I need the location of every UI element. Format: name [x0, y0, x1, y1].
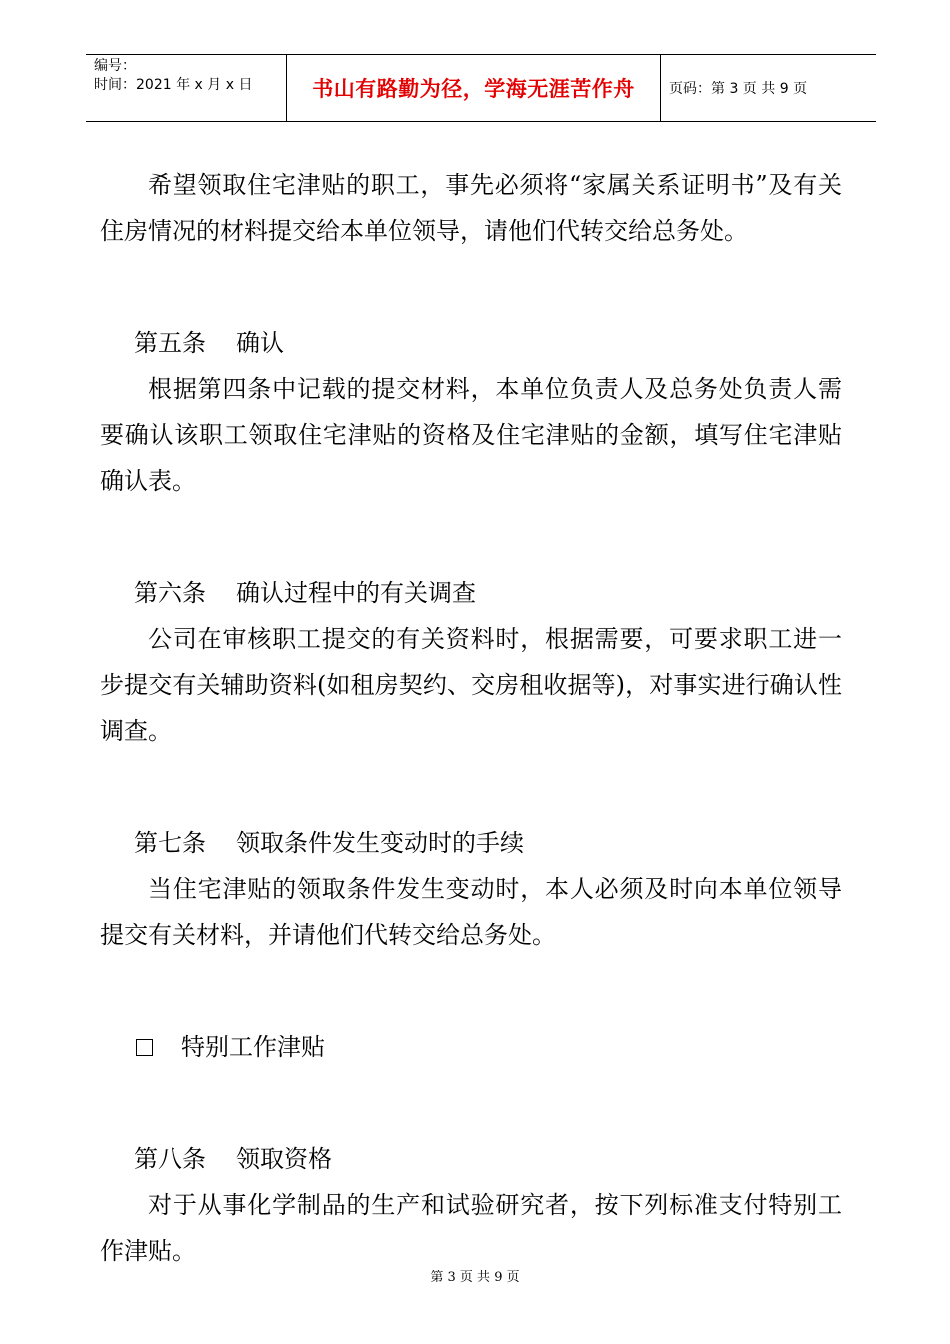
- spacer: [100, 958, 842, 1024]
- header-time-label: 时间：2021 年 x 月 x 日: [94, 77, 253, 93]
- header-page-label: 页码：第 3 页 共 9 页: [669, 81, 808, 97]
- spacer: [100, 504, 842, 570]
- paragraph-confirmation: 根据第四条中记载的提交材料，本单位负责人及总务处负责人需要确认该职工领取住宅津贴的资格及住宅津贴的金额，填写住宅津贴确认表。: [100, 375, 842, 495]
- header-number-label: 编号：: [94, 58, 136, 74]
- spacer: [100, 1070, 842, 1136]
- page-footer: 第 3 页 共 9 页: [430, 1270, 520, 1285]
- paragraph-housing-application: 希望领取住宅津贴的职工，事先必须将“家属关系证明书”及有关住房情况的材料提交给本单位领导，请他们代转交给总务处。: [100, 171, 842, 245]
- article-6-title: 确认过程中的有关调查: [236, 579, 476, 607]
- article-6-label: 第六条: [134, 579, 206, 607]
- header-meta: [94, 57, 290, 95]
- spacer: [100, 254, 842, 320]
- article-7-label: 第七条: [134, 829, 206, 857]
- article-7-heading: [100, 820, 842, 866]
- paragraph-investigation: 公司在审核职工提交的有关资料时，根据需要，可要求职工进一步提交有关辅助资料(如租房契约、交房租收据等)，对事实进行确认性调查。: [100, 625, 842, 745]
- article-5-title: 确认: [236, 329, 284, 357]
- section-heading-special-allowance: [100, 1024, 842, 1070]
- paragraph-change-procedure: 当住宅津贴的领取条件发生变动时，本人必须及时向本单位领导提交有关材料，并请他们代转交给总务处。: [100, 875, 842, 949]
- article-5-label: 第五条: [134, 329, 206, 357]
- paragraph-eligibility: 对于从事化学制品的生产和试验研究者，按下列标准支付特别工作津贴。: [100, 1191, 842, 1265]
- article-6-heading: [100, 570, 842, 616]
- document-body: [100, 162, 842, 1274]
- header-motto: 书山有路勤为径，学海无涯苦作舟: [312, 77, 635, 101]
- article-8-label: 第八条: [134, 1145, 206, 1173]
- checkbox-square-icon: [136, 1039, 153, 1056]
- page-header: [86, 54, 876, 122]
- article-8-heading: [100, 1136, 842, 1182]
- article-5-heading: [100, 320, 842, 366]
- article-7-title: 领取条件发生变动时的手续: [236, 829, 524, 857]
- article-8-title: 领取资格: [236, 1145, 332, 1173]
- header-divider-right: [660, 55, 661, 121]
- spacer: [100, 754, 842, 820]
- section-title: 特别工作津贴: [181, 1033, 325, 1061]
